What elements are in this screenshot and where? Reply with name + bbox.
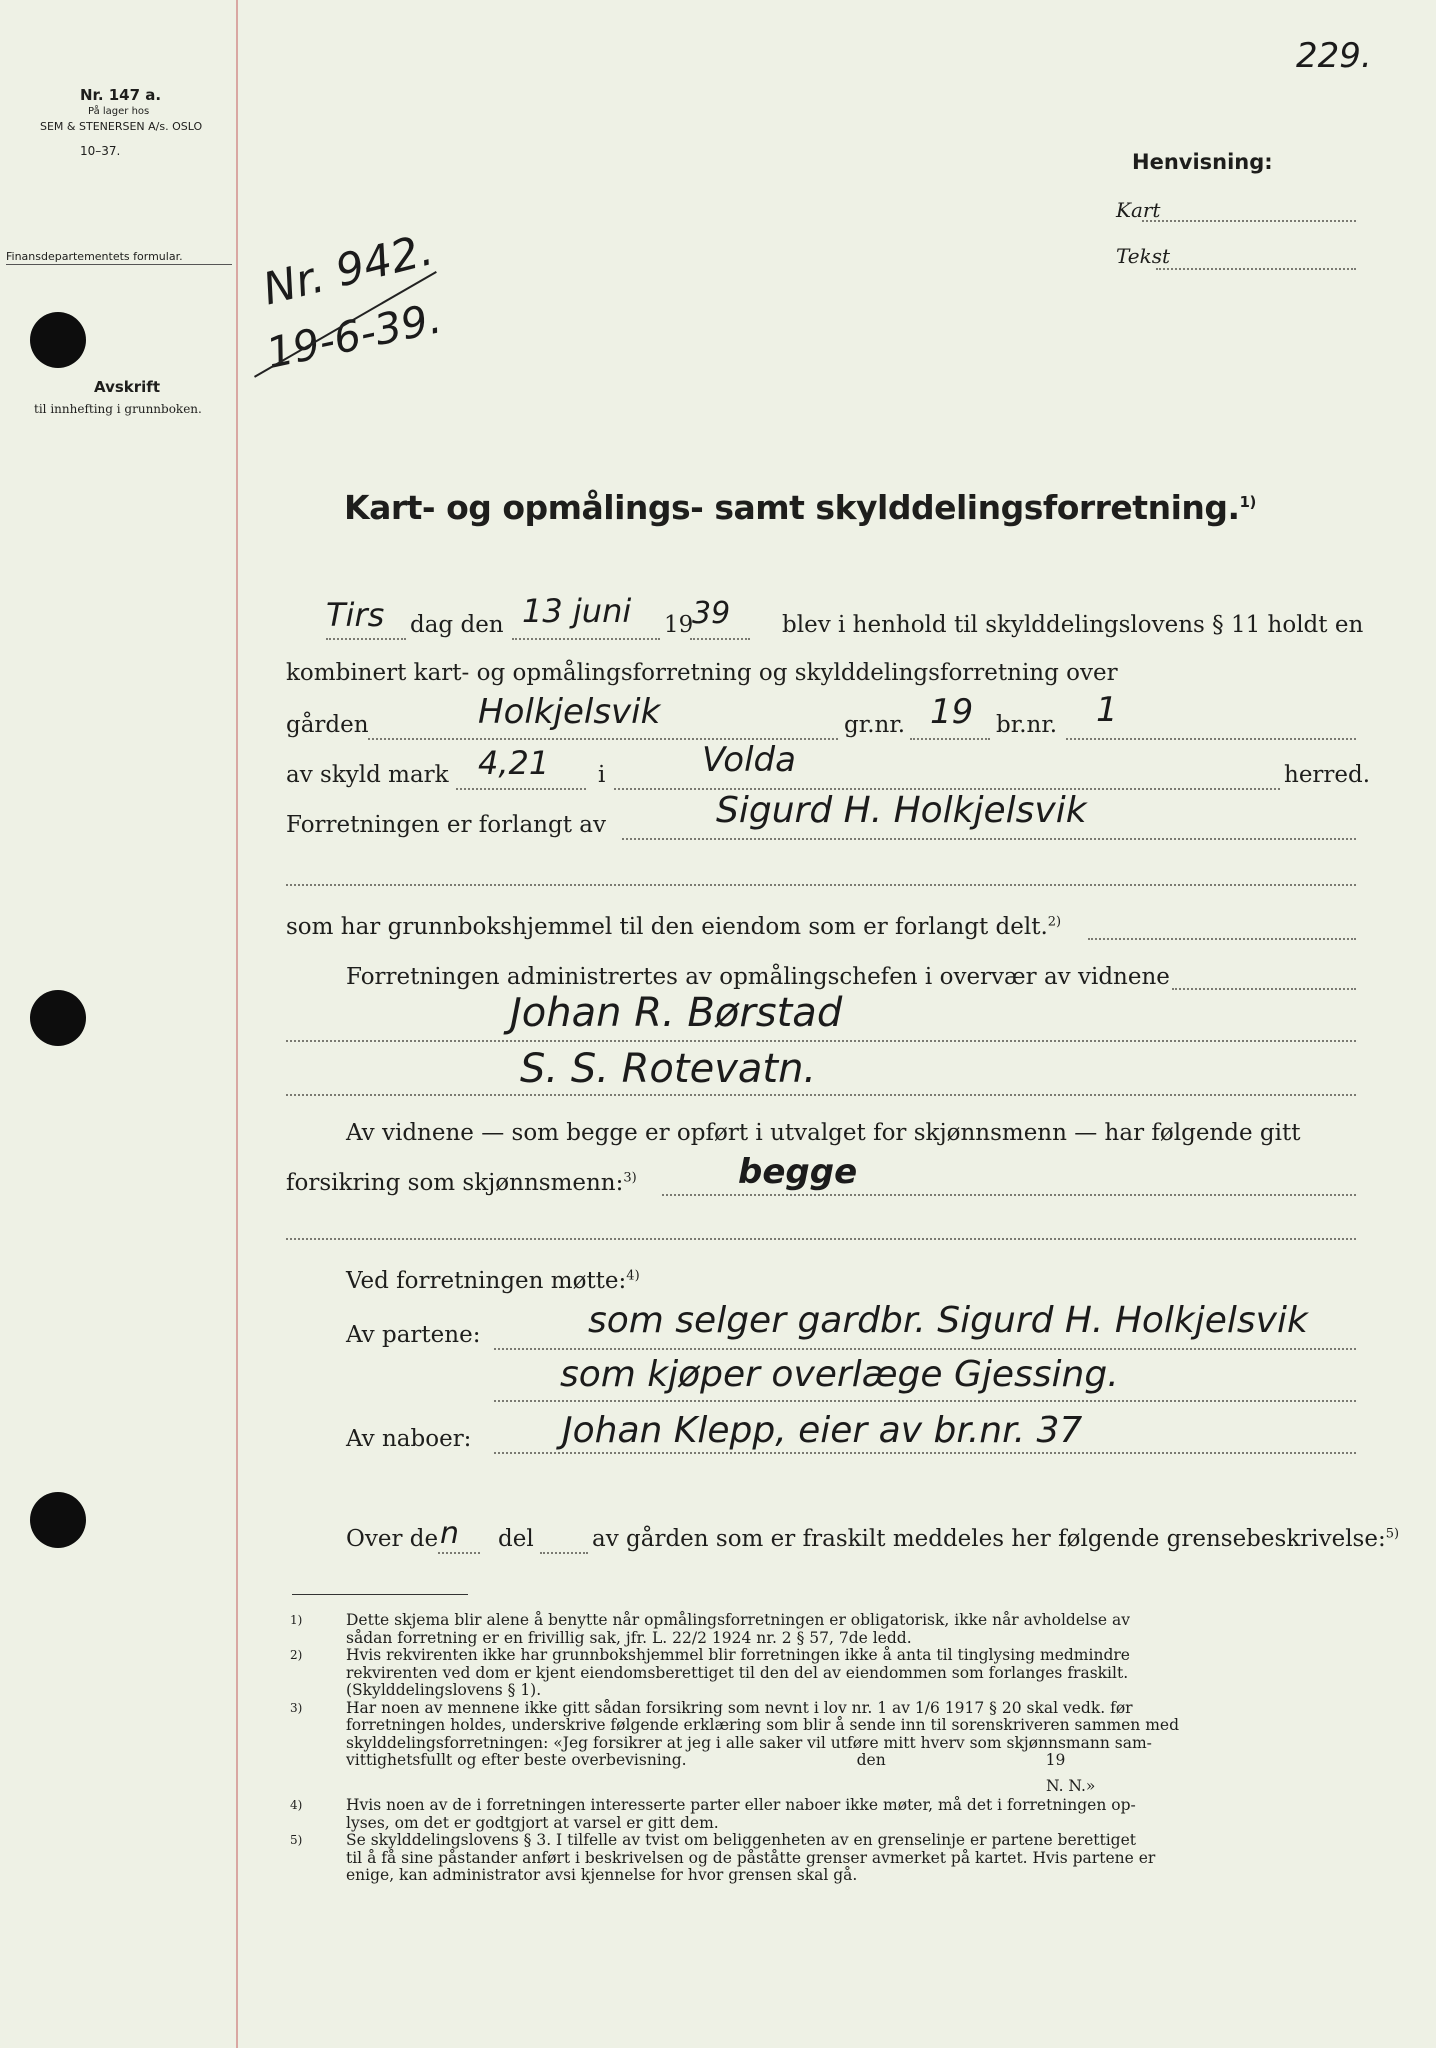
footnote-3-den: den [856, 1751, 886, 1769]
farm-value: Holkjelsvik [478, 692, 661, 732]
forsikring-label-text: forsikring som skjønnsmenn: [286, 1170, 624, 1196]
grnr-value: 19 [930, 692, 974, 732]
date-line [512, 638, 660, 640]
footnote-line: (Skylddelingslovens § 1). [346, 1681, 542, 1699]
partene-line-2: som kjøper overlæge Gjessing. [560, 1354, 1119, 1395]
forsikring-value: begge [738, 1152, 858, 1192]
footnote-line: sådan forretning er en frivillig sak, jfr. L. 22/2 1924 nr. 2 § 57, 7de ledd. [346, 1628, 912, 1647]
witness-1-line [286, 1040, 1356, 1042]
footnotes [290, 1611, 1356, 1885]
herred-value: Volda [702, 740, 796, 780]
requested-value: Sigurd H. Holkjelsvik [716, 790, 1087, 831]
journal-number: Nr. 942. [258, 224, 439, 316]
brnr-label: br.nr. [996, 712, 1058, 738]
partene-line-1: som selger gardbr. Sigurd H. Holkjelsvik [588, 1300, 1308, 1341]
requested-line-2 [286, 884, 1356, 886]
footnote-line: forretningen holdes, underskrive følgende erklæring som blir å sende inn til sorenskriveren sammen med [346, 1716, 1180, 1734]
grnr-label: gr.nr. [844, 712, 906, 738]
footnote-line: lyses, om det er godtgjort at varsel er gitt dem. [346, 1813, 719, 1832]
year-prefix: 19 [664, 612, 694, 638]
grunnbok-text-body: som har grunnbokshjemmel til den eiendom som er forlangt delt. [286, 914, 1048, 940]
herred-label: herred. [1284, 762, 1371, 788]
brnr-line [1066, 738, 1356, 740]
punch-hole-middle [30, 990, 86, 1046]
naboer-value: Johan Klepp, eier av br.nr. 37 [562, 1410, 1083, 1451]
administered-text: Forretningen administrertes av opmålingschefen i overvær av vidnene [346, 964, 1170, 990]
requested-line [622, 838, 1356, 840]
footnote-line: Se skylddelingslovens § 3. I tilfelle av tvist om beliggenheten av en grenselinje er partene berettiget [346, 1831, 1136, 1849]
publisher-line-1: På lager hos [88, 106, 150, 117]
reference-kart-line [1142, 220, 1356, 222]
naboer-label: Av naboer: [346, 1426, 472, 1452]
naboer-rule [494, 1452, 1356, 1454]
footnote-line: skylddelingsforretningen: «Jeg forsikrer at jeg i alle saker vil utføre mitt hverv som skjønnsmann sam- [346, 1733, 1152, 1752]
form-number: Nr. 147 a. [80, 86, 162, 104]
grunnbok-footnote: 2) [1047, 914, 1062, 930]
footnote-divider [292, 1594, 468, 1595]
weekday-value: Tirs [326, 596, 385, 634]
del-label: del [498, 1526, 534, 1552]
witness-2: S. S. Rotevatn. [520, 1046, 817, 1092]
forsikring-line [662, 1194, 1356, 1196]
page-title [344, 488, 1256, 527]
skyld-label: av skyld mark [286, 762, 449, 788]
punch-hole-top [30, 312, 86, 368]
footnote-line: Har noen av mennene ikke gitt sådan forsikring som nevnt i lov nr. 1 av 1/6 1917 § 20 skal vedk. før [346, 1698, 1133, 1717]
footnote-4 [290, 1796, 1356, 1832]
reference-tekst-label: Tekst [1116, 244, 1171, 268]
footnote-line: enige, kan administrator avsi kjennelse for hvor grensen skal gå. [346, 1866, 858, 1884]
publisher-line-2: SEM & STENERSEN A/s. OSLO [40, 120, 203, 133]
year-line [690, 638, 750, 640]
grense-footnote: 5) [1385, 1526, 1400, 1542]
grunnbok-text [286, 914, 1061, 940]
grense-text [592, 1526, 1399, 1552]
witness-1: Johan R. Børstad [510, 990, 843, 1036]
forsikring-footnote: 3) [623, 1170, 637, 1186]
over-value: n [440, 1516, 460, 1551]
grunnbok-line [1088, 938, 1356, 940]
over-label: Over de [346, 1526, 439, 1552]
brnr-value: 1 [1096, 690, 1118, 730]
footnote-number: 4) [290, 1798, 303, 1812]
weekday-line [326, 638, 406, 640]
skyld-line [456, 788, 586, 790]
partene-rule-1 [494, 1348, 1356, 1350]
footnote-line: til å få sine påstander anført i beskrivelsen og de påståtte grenser avmerket på kartet. Hvis partene er [346, 1848, 1156, 1867]
requested-label: Forretningen er forlangt av [286, 812, 606, 838]
footnote-number: 2) [290, 1648, 303, 1662]
reference-tekst-line [1156, 268, 1356, 270]
vidnene-text: Av vidnene — som begge er opført i utvalget for skjønnsmenn — har følgende gitt [346, 1120, 1301, 1146]
footnote-line: Hvis noen av de i forretningen interesserte parter eller naboer ikke møter, må det i forretningen op- [346, 1796, 1136, 1814]
department-underline [6, 264, 232, 265]
motte-label-text: Ved forretningen møtte: [346, 1268, 627, 1294]
journal-date: 19-6-39. [262, 293, 446, 378]
copy-title: Avskrift [94, 378, 160, 396]
forsikring-line-2 [286, 1238, 1356, 1240]
farm-label: gården [286, 712, 369, 738]
footnote-line: vittighetsfullt og efter beste overbevisning. den 19 [346, 1751, 1066, 1769]
footnote-3-signature: N. N.» [1046, 1776, 1096, 1795]
reference-label: Henvisning: [1132, 150, 1273, 174]
held-text: blev i henhold til skylddelingslovens § 11 holdt en [782, 612, 1364, 638]
partene-rule-2 [494, 1400, 1356, 1402]
motte-label [346, 1268, 640, 1294]
page-title-footnote: 1) [1239, 493, 1256, 511]
footnote-1 [290, 1611, 1356, 1647]
over-line [438, 1552, 480, 1554]
footnote-number: 1) [290, 1613, 303, 1627]
form-date-code: 10–37. [80, 144, 121, 158]
del-line [540, 1552, 588, 1554]
copy-subtitle: til innhefting i grunnboken. [34, 402, 202, 416]
footnote-line: Hvis rekvirenten ikke har grunnbokshjemmel blir forretningen ikke å anta til tinglysing medmindre [346, 1646, 1130, 1664]
combined-text: kombinert kart- og opmålingsforretning og skylddelingsforretning over [286, 660, 1118, 686]
page-number: 229. [1296, 36, 1372, 76]
dag-den-label: dag den [410, 612, 504, 638]
grnr-line [910, 738, 990, 740]
date-value: 13 juni [522, 592, 632, 630]
forsikring-label [286, 1170, 637, 1196]
footnote-5 [290, 1831, 1356, 1885]
footnote-number: 3) [290, 1700, 303, 1715]
motte-footnote: 4) [626, 1268, 640, 1284]
department-label: Finansdepartementets formular. [6, 250, 183, 263]
administered-line [1172, 988, 1356, 990]
footnote-line: rekvirenten ved dom er kjent eiendomsberettiget til den del av eiendommen som forlanges fraskilt. [346, 1663, 1129, 1682]
skyld-value: 4,21 [478, 744, 550, 782]
punch-hole-bottom [30, 1492, 86, 1548]
footnote-2 [290, 1646, 1356, 1700]
footnote-number: 5) [290, 1833, 303, 1847]
reference-kart-label: Kart [1116, 198, 1161, 222]
partene-label: Av partene: [346, 1322, 481, 1348]
footnote-3-year: 19 [1045, 1751, 1066, 1769]
year-value: 39 [692, 596, 731, 631]
margin-rule [236, 0, 238, 2048]
page-title-text: Kart- og opmålings- samt skylddelingsforretning. [344, 488, 1240, 527]
grense-text-body: av gården som er fraskilt meddeles her følgende grensebeskrivelse: [592, 1526, 1386, 1552]
footnote-3 [290, 1698, 1356, 1796]
footnote-line: Dette skjema blir alene å benytte når opmålingsforretningen er obligatorisk, ikke når avholdelse av [346, 1611, 1131, 1629]
witness-2-line [286, 1094, 1356, 1096]
i-label: i [598, 762, 606, 788]
